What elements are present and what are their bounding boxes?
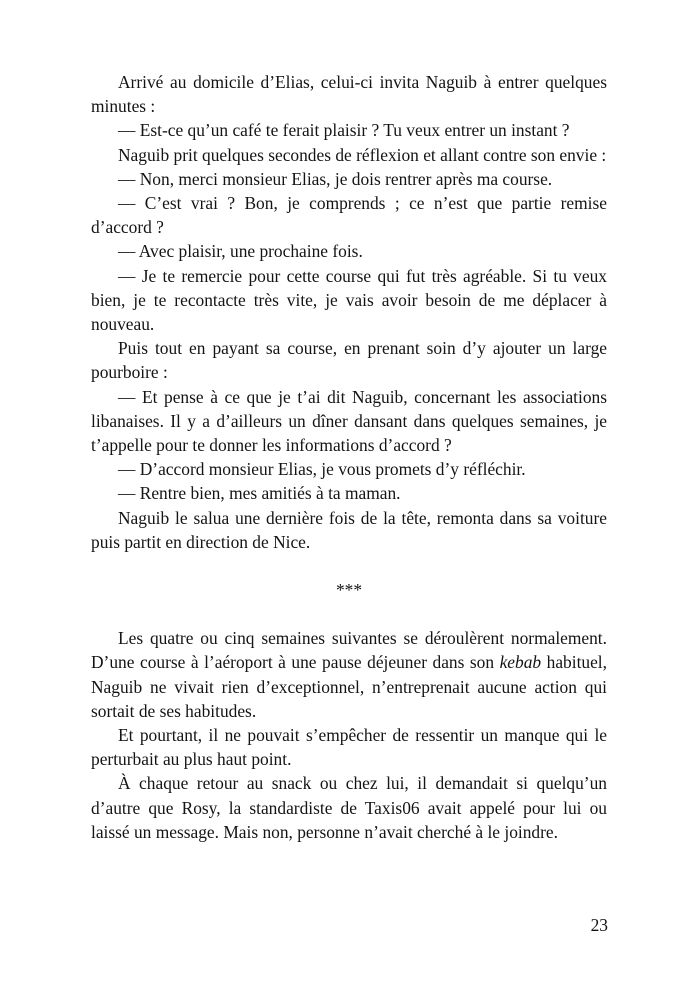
paragraph-text: Les quatre ou cinq semaines suivantes se déroulèrent normalement. D’une course à l’aéroport à une pause déjeuner dans son: [91, 628, 607, 673]
dialogue-line: — Non, merci monsieur Elias, je dois rentrer après ma course.: [118, 168, 553, 189]
dialogue-line: — D’accord monsieur Elias, je vous promets d’y réfléchir.: [118, 459, 526, 480]
page-number: 23: [590, 915, 608, 935]
paragraph: Puis tout en payant sa course, en prenant soin d’y ajouter un large pourboire :: [91, 338, 607, 383]
paragraph: Et pourtant, il ne pouvait s’empêcher de ressentir un manque qui le perturbait au plus haut point.: [91, 725, 607, 770]
paragraph: Arrivé au domicile d’Elias, celui-ci invita Naguib à entrer quelques minutes :: [91, 72, 607, 117]
italic-word: kebab: [499, 652, 542, 673]
paragraph: Naguib le salua une dernière fois de la tête, remonta dans sa voiture puis partit en direction de Nice.: [91, 507, 607, 552]
paragraph: À chaque retour au snack ou chez lui, il demandait si quelqu’un d’autre que Rosy, la standardiste de Taxis06 avait appelé pour lui ou laissé un message. Mais non, personne n’avait cherché à le joindre.: [91, 773, 607, 842]
dialogue-line: — C’est vrai ? Bon, je comprends ; ce n’est que partie remise d’accord ?: [91, 193, 607, 238]
dialogue-line: — Je te remercie pour cette course qui fut très agréable. Si tu veux bien, je te recontacte très vite, je vais avoir besoin de me déplacer à nouveau.: [91, 265, 607, 335]
paragraph-text: habituel, Naguib ne vivait rien d’exceptionnel, n’entreprenait aucune action qui sortait de ses habitudes.: [91, 652, 607, 721]
dialogue-line: — Est-ce qu’un café te ferait plaisir ? Tu veux entrer un instant ?: [118, 120, 570, 141]
section-separator: ***: [335, 580, 363, 601]
paragraph: [91, 626, 607, 723]
paragraph: Naguib prit quelques secondes de réflexion et allant contre son envie :: [118, 144, 607, 165]
dialogue-line: — Avec plaisir, une prochaine fois.: [118, 241, 363, 262]
dialogue-line: — Et pense à ce que je t’ai dit Naguib, concernant les associations libanaises. Il y a d’ailleurs un dîner dansant dans quelques semaines, je t’appelle pour te donner les informations d’accord ?: [91, 386, 607, 456]
dialogue-line: — Rentre bien, mes amitiés à ta maman.: [118, 483, 401, 504]
body-text: [91, 70, 607, 844]
